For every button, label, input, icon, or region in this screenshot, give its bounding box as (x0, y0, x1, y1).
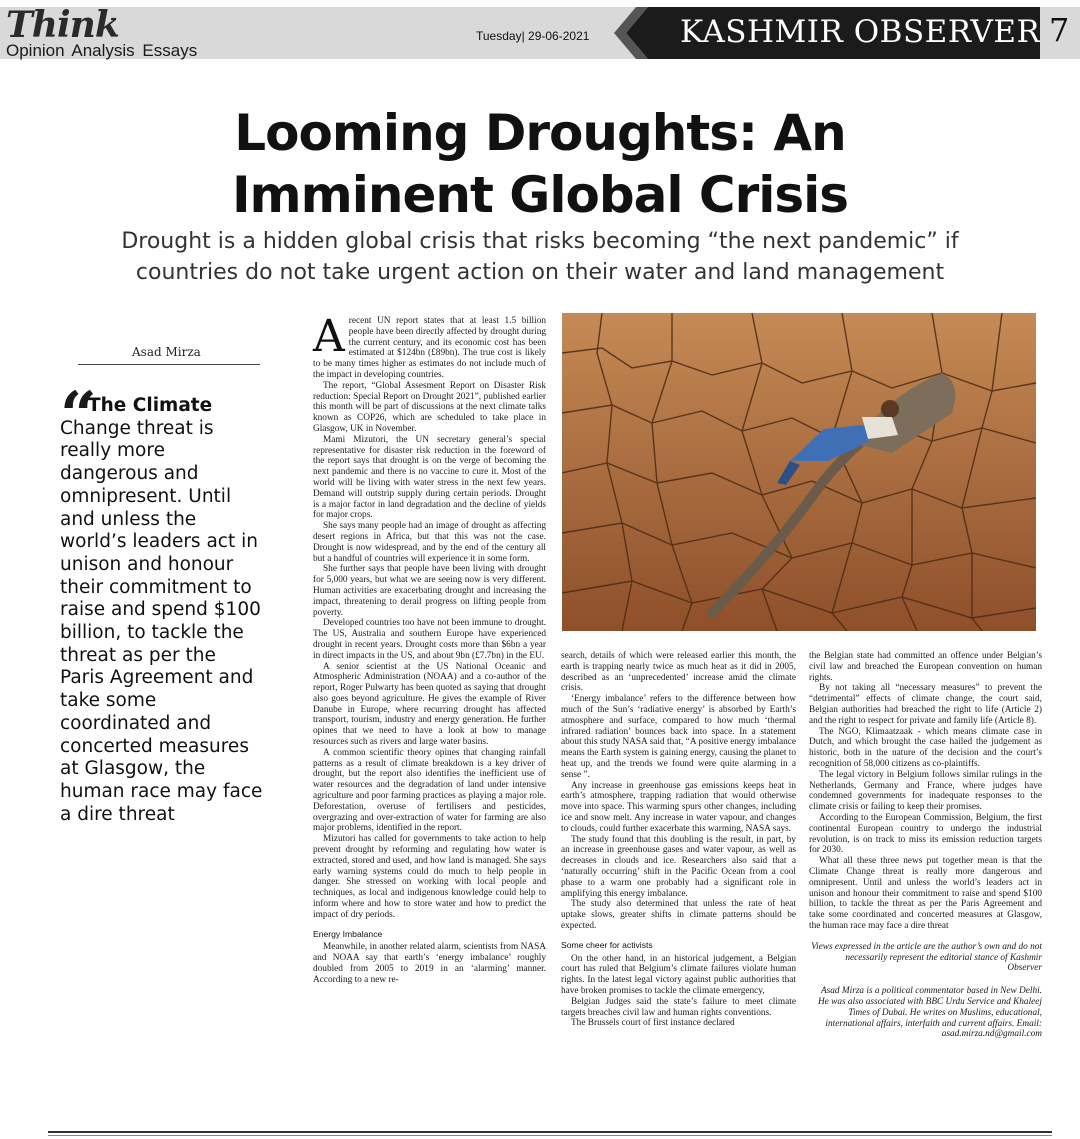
paragraph: She says many people had an image of drought as affecting desert regions in Africa, but that this was not the case. Drought is now widespread, and by the end of the century all but a handful of countries will experience it in some form. (313, 521, 546, 564)
footer-rule (48, 1131, 1052, 1133)
disclaimer: Views expressed in the article are the author’s own and do not necessarily represent the editorial stance of Kashmir Observer (811, 941, 1042, 974)
paragraph: The study also determined that unless the rate of heat uptake slows, greater shifts in climate patterns should be expected. (561, 899, 796, 931)
byline-rule (78, 364, 260, 365)
footer-rule-thin (48, 1135, 1052, 1136)
paragraph: The legal victory in Belgium follows similar rulings in the Netherlands, Germany and France, where judges have condemned governments for inadequate responses to the climate crisis or failing to keep their promises. (809, 769, 1042, 813)
issue-date: Tuesday| 29-06-2021 (476, 29, 590, 43)
paragraph: She further says that people have been living with drought for 5,000 years, but what we are seeing now is very different. Human activities are exacerbating drought and increasing the impact, threatening to derail progress on lifting people from poverty. (313, 564, 546, 618)
chevron-arrow-icon (606, 7, 656, 59)
pull-quote-lead: The Climate (88, 395, 213, 416)
section-subtitle: Opinion Analysis Essays (6, 41, 198, 60)
paragraph: search, details of which were released earlier this month, the earth is trapping nearly twice as much heat as it did in 2005, described as an ‘unprecedented’ increase amid the climate crisis. (561, 651, 796, 694)
drop-cap: A (313, 311, 345, 362)
pull-quote (60, 395, 265, 826)
paragraph: ‘Energy imbalance’ refers to the difference between how much of the Sun’s ‘radiative energy’ is absorbed by Earth’s atmosphere and surface, compared to how much ‘thermal infrared radiation’ bounces back into space. In a statement about this study NASA said that, “A positive energy imbalance means the Earth system is gaining energy, causing the planet to heat up, and the trends we found were quite alarming in a sense ”. (561, 694, 796, 780)
standfirst-line-1: Drought is a hidden global crisis that risks becoming “the next pandemic” if (121, 229, 959, 254)
paragraph: Mami Mizutori, the UN secretary general’s special representative for disaster risk reduction in the foreword of the report says that drought is on the verge of becoming the next pandemic and there is no vaccine to cure it. Most of the world will be living with water stress in the next few years. Demand will outstrip supply during certain periods. Drought is a major factor in land degradation and the decline of yields for major crops. (313, 434, 546, 521)
masthead: KASHMIR OBSERVER (680, 14, 1041, 50)
standfirst (40, 226, 1040, 288)
paragraph: Meanwhile, in another related alarm, scientists from NASA and NOAA say that earth’s ‘energy imbalance’ roughly doubled from 2005 to 2019 in an ‘alarming’ manner. According to a new re- (313, 942, 546, 985)
quote-mark-icon: “ (60, 378, 97, 453)
paragraph: The Brussels court of first instance declared (571, 1018, 735, 1029)
page-number: 7 (1049, 11, 1070, 49)
byline: Asad Mirza (132, 345, 201, 359)
paragraph: On the other hand, in an historical judgement, a Belgian court has ruled that Belgium’s climate failures violate human rights. In the latest legal victory against public authorities that have broken promises to tackle the climate emergency, (561, 953, 796, 996)
subheading: Some cheer for activists (561, 939, 653, 950)
drought-photo (562, 313, 1036, 631)
headline (0, 102, 1080, 226)
paragraph: Developed countries too have not been immune to drought. The US, Australia and southern Europe have experienced drought in recent years. Drought costs more than $6bn a year in direct impacts in the US, and about 9bn (£7.7bn) in the EU. (313, 618, 546, 661)
pull-quote-text: Change threat is really more dangerous and omnipresent. Until and unless the world’s leaders act in unison and honour their commitment to raise and spend $100 billion, to tackle the threat as per the Paris Agreement and take some coordinated and concerted measures at Glasgow, the human race may face a dire threat (60, 417, 263, 825)
paragraph: Belgian Judges said the state’s failure to meet climate targets breaches civil law and human rights conventions. (561, 996, 796, 1018)
paragraph: By not taking all “necessary measures” to prevent the “detrimental” effects of climate change, the court said, Belgian authorities had breached the right to life (Article 2) and the right to respect for private and family life (Article 8). (809, 683, 1042, 726)
paragraph: Mizutori has called for governments to take action to help prevent drought by reforming and regulating how water is extracted, stored and used, and how land is managed. She says early warning systems could do much to help people in danger. She stressed on working with local people and techniques, as local and indigenous knowledge could help to inform where and how to store water and how to predict the impact of dry periods. (313, 834, 546, 920)
paragraph: The report, “Global Assesment Report on Disaster Risk reduction: Special Report on Drought 2021”, published earlier this month will be part of discussions at the next climate talks known as COP26, which are scheduled to take place in Glasgow, UK in November. (313, 380, 546, 434)
subheading: Energy Imbalance (313, 928, 383, 939)
article-column-2 (561, 651, 796, 1029)
paragraph: A common scientific theory opines that changing rainfall patterns as a result of climate breakdown is a key driver of drought, but the report also identifies the inefficient use of water resources and the degradation of land under intensive agriculture and poor farming practices as playing a major role. Deforestation, overuse of fertilisers and pesticides, overgrazing and over-extraction of water for farming are also major problems, identified in the report. (313, 747, 546, 834)
section-title: Think (6, 4, 119, 46)
article-column-3 (809, 651, 1042, 1040)
article-column-1 (313, 311, 546, 986)
paragraph: Any increase in greenhouse gas emissions keeps heat in earth’s atmosphere, trapping radiation that would otherwise move into space. This warming spurs other changes, including ice and snow melt. Any increase in water vapour, and changes to clouds, could further exacerbate this warming, NASA says. (561, 780, 796, 834)
headline-line-2: Imminent Global Crisis (231, 166, 849, 224)
paragraph: The study found that this doubling is the result, in part, by an increase in greenhouse gases and water vapour, as well as decreases in clouds and ice. Researchers also said that a ‘naturally occurring’ shift in the Pacific Ocean from a cool phase to a warm one probably had a significant role in amplifying this energy imbalance. (561, 834, 796, 899)
page-header (0, 0, 1080, 62)
author-bio: Asad Mirza is a political commentator based in New Delhi. He was also associated with BBC Urdu Service and Khaleej Times of Dubai. He writes on Muslims, educational, international affairs, interfaith and current affairs. Email: asad.mirza.nd@gmail.com (817, 986, 1042, 1040)
headline-line-1: Looming Droughts: An (234, 104, 846, 162)
paragraph: What all these three news put together mean is that the Climate Change threat is really more dangerous and omnipresent. Until and unless the world’s leaders act in unison and honour their commitment to raise and spend $100 billion, to tackle the threat as per the Paris Agreement and take some coordinated and concerted measures at Glasgow, the human race may face a dire threat (809, 856, 1042, 931)
paragraph: A senior scientist at the US National Oceanic and Atmospheric Administration (NOAA) and a co-author of the report, Roger Pulwarty has been quoted as saying that drought also goes beyond agriculture. He gives the example of River Danube in Europe, where recurring drought has affected transport, tourism, industry and energy generation. He further opines that we need to have a look at how to manage resources such as rivers and large water basins. (313, 661, 546, 748)
paragraph: The NGO, Klimaatzaak - which means climate case in Dutch, and which brought the case hailed the judgement as historic, both in the nature of the decision and the court’s recognition of 58,000 citizens as co-plaintiffs. (809, 726, 1042, 769)
paragraph: According to the European Commission, Belgium, the first continental European country to undergo the industrial revolution, is on track to miss its emission reduction targets for 2030. (809, 812, 1042, 856)
paragraph: recent UN report states that at least 1.5 billion people have been directly affected by drought during the current century, and its economic cost has been estimated at $124bn (£89bn). The true cost is likely to be many times higher as estimates do not include much of the impact in developing countries. (313, 316, 546, 380)
standfirst-line-2: countries do not take urgent action on their water and land management (135, 260, 945, 285)
paragraph: the Belgian state had committed an offence under Belgian’s civil law and breached the European convention on human rights. (809, 651, 1042, 683)
